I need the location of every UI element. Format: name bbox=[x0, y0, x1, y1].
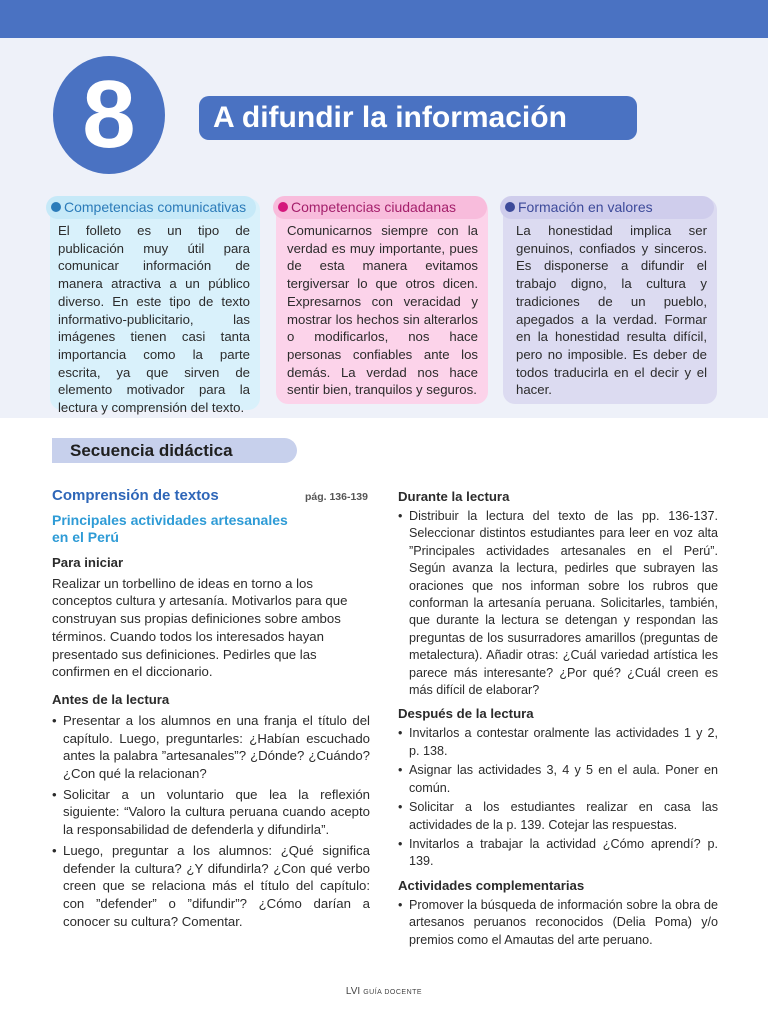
page-footer bbox=[0, 986, 768, 997]
complementarias-list bbox=[398, 897, 718, 949]
chapter-number: 8 bbox=[53, 56, 165, 174]
page-number: LVI bbox=[345, 986, 361, 997]
label-formacion-valores: Formación en valores bbox=[500, 196, 714, 219]
label-competencias-ciudadanas: Competencias ciudadanas bbox=[273, 196, 487, 219]
left-column bbox=[52, 486, 370, 930]
label-competencias-comunicativas: Competencias comunicativas bbox=[46, 196, 256, 219]
chapter-title: A difundir la información bbox=[199, 96, 637, 140]
list-item: • Solicitar a un voluntario que lea la reflexión siguiente: “Valoro la cultura peruana cuando acepto la responsabilidad de defenderla y difundirla”. bbox=[52, 786, 370, 839]
list-item: • Luego, preguntar a los alumnos: ¿Qué significa defender la cultura? ¿Y difundirla? ¿Con qué verbo creen que se relaciona más el título del capítulo: con ”defender” o ”difundir”? ¿Cómo darían a conocer su cultura? Comentar. bbox=[52, 842, 370, 931]
box-text: Comunicarnos siempre con la verdad es muy importante, pues de esta manera evitamos tergiversar lo que otros dicen. Expresarnos con veracidad y mostrar los hechos sin alterarlos o modificarlos, nos hace personas confiables ante los demás. La verdad nos hace sentir bien, tranquilos y seguros. bbox=[287, 223, 478, 398]
heading-actividades-complementarias: Actividades complementarias bbox=[398, 877, 585, 893]
heading-para-iniciar: Para iniciar bbox=[52, 554, 124, 570]
box-text: El folleto es un tipo de publicación muy útil para comunicar información de manera atractiva a un público diverso. En este tipo de texto informativo-publicitario, las imágenes tienen casi tanta importancia como la parte escrita, ya que sirven de elemento motivador para la lectura y comprensión del texto. bbox=[58, 223, 250, 416]
heading-antes-lectura: Antes de la lectura bbox=[52, 691, 170, 707]
list-item: • Invitarlos a contestar oralmente las actividades 1 y 2, p. 138. bbox=[398, 725, 718, 760]
sequence-title: Secuencia didáctica bbox=[52, 438, 297, 463]
heading-durante-lectura: Durante la lectura bbox=[398, 489, 510, 504]
footer-label: GUÍA DOCENTE bbox=[363, 989, 423, 996]
section-pages: pág. 136-139 bbox=[304, 491, 368, 503]
durante-list bbox=[398, 508, 718, 699]
top-color-bar bbox=[0, 0, 768, 38]
box-text: La honestidad implica ser genuinos, confiados y sinceros. Es disponerse a difundir el trabajo digno, la cultura y tradiciones de un pueblo, apegados a la verdad. Formar en la honestidad resulta difícil, pero no imposible. Es deber de todos traducirla en el decir y el hacer. bbox=[516, 223, 707, 398]
list-item: • Distribuir la lectura del texto de las pp. 136-137. Seleccionar distintos estudiantes para leer en voz alta ”Principales actividades artesanales en el Perú”. Según avanza la lectura, pedirles que subrayen las oraciones que nos informan sobre los rubros que conforman la artesanía peruana. Solicitarles, también, que durante la lectura se detengan y respondan las preguntas de los susurradores amarillos (preguntas de metalectura). Añadir otras: ¿Cuál variedad artística les parece más interesante? ¿Por qué? ¿Cuál creen es más difícil de elaborar? bbox=[398, 508, 718, 699]
box-competencias-ciudadanas bbox=[276, 198, 488, 404]
list-item: • Asignar las actividades 3, 4 y 5 en el aula. Poner en común. bbox=[398, 762, 718, 797]
box-formacion-valores bbox=[503, 198, 717, 404]
heading-despues-lectura: Después de la lectura bbox=[398, 706, 534, 722]
para-iniciar-text: Realizar un torbellino de ideas en torno a los conceptos cultura y artesanía. Motivarlos para que construyan sus propias definiciones sobre ambos términos. Cuando todos los interesados hayan presentado sus definiciones. Pedirles que las confirmen en el diccionario. bbox=[52, 575, 348, 680]
list-item: • Solicitar a los estudiantes realizar en casa las actividades de la p. 139. Cotejar las respuestas. bbox=[398, 799, 718, 834]
list-item: • Invitarlos a trabajar la actividad ¿Cómo aprendí? p. 139. bbox=[398, 836, 718, 871]
antes-list bbox=[52, 712, 370, 930]
section-subtitle: Principales actividades artesanales en el Perú bbox=[52, 511, 288, 545]
section-header bbox=[52, 486, 370, 507]
right-column bbox=[398, 488, 718, 949]
list-item: • Promover la búsqueda de información sobre la obra de artesanos peruanos reconocidos (Delia Poma) y/o premios como el Amautas del arte peruano. bbox=[398, 897, 718, 949]
section-title: Comprensión de textos bbox=[52, 487, 219, 504]
despues-list bbox=[398, 725, 718, 870]
list-item: • Presentar a los alumnos en una franja el título del capítulo. Luego, preguntarles: ¿Habían escuchado antes la palabra ”artesanales”? ¿Dónde? ¿Cuándo? ¿Con qué la relacionan? bbox=[52, 712, 370, 783]
box-competencias-comunicativas bbox=[50, 198, 260, 416]
